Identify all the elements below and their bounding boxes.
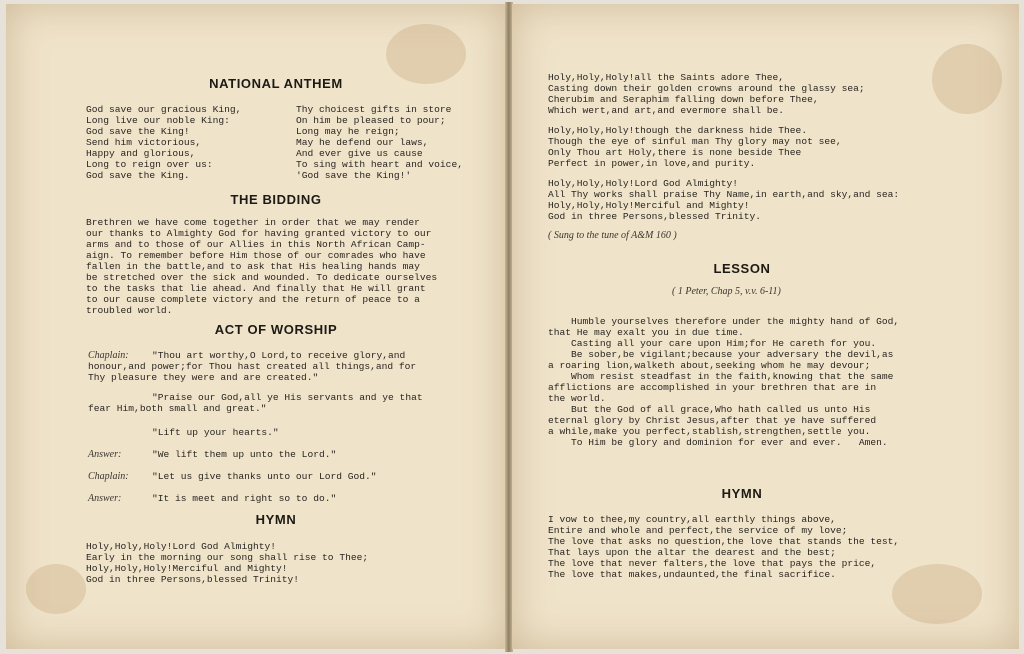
lesson-text: Humble yourselves therefore under the mighty hand of God, that He may exalt you in due time. Casting all your care upon Him;for He careth for you. Be sober,be vigilant;because your adversary the devil,as a roaring lion,walketh about,seeking whom he may devour; Whom resist steadfast in the faith,knowing that the same afflictions are accomplished in your brethren that are in the world. But the God of all grace,Who hath called us unto His eternal glory by Christ Jesus,after that ye have suffered a while,make you perfect,stablish,strengthen,settle you. To Him be glory and dominion for ever and ever. Amen. [548, 316, 900, 448]
right-page [512, 4, 1019, 649]
hymn-verse-3: Holy,Holy,Holy!though the darkness hide Thee. Though the eye of sinful man Thy glory may not see, Only Thou art Holy,there is none beside Thee Perfect in power,in love,and purity. [548, 125, 842, 169]
anthem-column-1: God save our gracious King, Long live our noble King: God save the King! Send him victorious, Happy and glorious, Long to reign over us: God save the King. [86, 104, 242, 181]
hymn-text-left: Holy,Holy,Holy!Lord God Almighty! Early in the morning our song shall rise to Thee; Holy,Holy,Holy!Merciful and Mighty! God in three Persons,blessed Trinity! [86, 541, 369, 585]
lift-hearts-text: "Lift up your hearts." [152, 427, 279, 438]
hymn-text-right: I vow to thee,my country,all earthly things above, Entire and whole and perfect,the service of my love; The love that asks no question,the love that stands the test, That lays upon the altar the dearest and the best; The love that never falters,the love that pays the price, The love that makes,undaunted,the final sacrifice. [548, 514, 900, 580]
chaplain-label-1: Chaplain: [88, 350, 129, 361]
answer-label-1: Answer: [88, 449, 122, 460]
worship-title: ACT OF WORSHIP [214, 322, 338, 337]
tune-note: ( Sung to the tune of A&M 160 ) [548, 230, 677, 241]
answer-text-2: "It is meet and right so to do." [152, 493, 337, 504]
praise-text: "Praise our God,all ye His servants and ye that fear Him,both small and great." [88, 392, 423, 414]
chaplain-text-2: "Let us give thanks unto our Lord God." [152, 471, 377, 482]
lesson-title: LESSON [713, 261, 771, 276]
anthem-title: NATIONAL ANTHEM [209, 76, 343, 91]
anthem-column-2: Thy choicest gifts in store On him be pleased to pour; Long may he reign; May he defend our laws, And ever give us cause To sing with heart and voice, 'God save the King!' [296, 104, 463, 181]
hymn-title-right: HYMN [721, 486, 763, 501]
chaplain-text-1: "Thou art worthy,O Lord,to receive glory,and honour,and power;for Thou hast created all things,and for Thy pleasure they were and are created." [88, 350, 417, 383]
bidding-title: THE BIDDING [230, 192, 322, 207]
chaplain-label-2: Chaplain: [88, 471, 129, 482]
answer-text-1: "We lift them up unto the Lord." [152, 449, 337, 460]
hymn-verse-4: Holy,Holy,Holy!Lord God Almighty! All Thy works shall praise Thy Name,in earth,and sky,and sea: Holy,Holy,Holy!Merciful and Mighty! God in three Persons,blessed Trinity. [548, 178, 900, 222]
answer-label-2: Answer: [88, 493, 122, 504]
bidding-text: Brethren we have come together in order that we may render our thanks to Almighty God for having granted victory to our arms and to those of our Allies in this North African Camp- aign. To remember before Him those of our comrades who have fallen in the battle,and to ask that His healing hands may be stretched over the sick and wounded. To dedicate ourselves to the tasks that lie ahead. And finally that He will grant to our cause complete victory and the return of peace to a troubled world. [86, 217, 438, 316]
left-page [6, 4, 506, 649]
lesson-reference: ( 1 Peter, Chap 5, v.v. 6-11) [672, 286, 781, 297]
hymn-verse-2: Holy,Holy,Holy!all the Saints adore Thee, Casting down their golden crowns around the glassy sea; Cherubim and Seraphim falling down before Thee, Which wert,and art,and evermore shall be. [548, 72, 865, 116]
hymn-title-left: HYMN [255, 512, 297, 527]
